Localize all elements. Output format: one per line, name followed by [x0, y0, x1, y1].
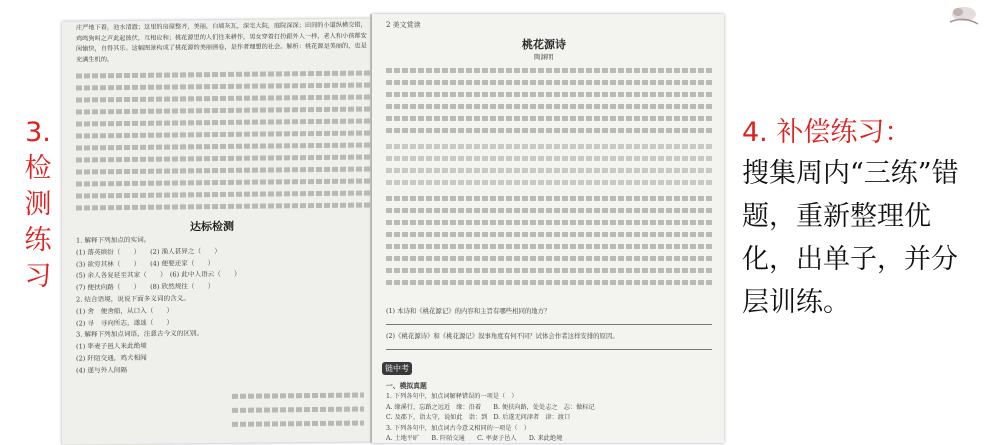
left-page-title: 达标检测	[190, 219, 234, 234]
poem-author: 陶渊明	[534, 53, 554, 61]
exam-question: 1. 下列各句中，加点词解释错误的一项是（ ）	[386, 393, 518, 400]
exercise-line: (2) 寻 寻向所志，遂迷（ ）	[76, 318, 174, 328]
exercise-line: (5) 余人各复延至其家（ ） (6) 此中人语云（ ）	[76, 270, 241, 280]
worksheet-page-left	[62, 18, 384, 444]
check-practice-label	[18, 115, 58, 295]
compensation-practice-title: 4. 补偿练习：	[742, 117, 912, 148]
label-char: 测	[24, 189, 52, 220]
exam-question: A. 缘溪行，忘路之远近 缘：沿着 B. 便扶向路，处处志之 志：做标记	[386, 403, 595, 411]
flower-decoration-icon	[946, 2, 982, 28]
exercise-line: 2. 结合语境，说说下面多义词的含义。	[76, 294, 190, 304]
exam-question: 3. 下列各句中，加点词古今意义相同的一项是（ ）	[386, 424, 530, 432]
exercise-line: 3. 解释下列加点词语，注意古今义的区别。	[76, 329, 204, 339]
poem-title: 桃花源诗	[522, 38, 566, 51]
exercise-line: (4) 遂与外人间隔	[76, 365, 127, 375]
exercise-line: (7) 便扶向路（ ） (8) 欣然规往（ ）	[76, 282, 215, 292]
reading-questions	[386, 304, 712, 350]
exercise-line: (1) 落英缤纷（ ） (2) 渔人甚异之（ ）	[76, 246, 221, 257]
subsection-title: 一、模拟真题	[386, 382, 427, 390]
exam-question: A. 土地平旷 B. 阡陌交通 C. 率妻子邑人 D. 来此绝境	[386, 435, 563, 442]
worksheet-page-right	[372, 14, 724, 443]
right-page-header: 2 美文赏读	[386, 21, 421, 29]
compensation-practice-body: 搜集周内“三练”错题，重新整理优化，出单子，并分层训练。	[742, 158, 959, 318]
left-page-upper-text: 庄严地下着，池水清澈；这里的房屋整齐，美丽，白墙灰瓦，深宅大院，庭院深深；田间的小道纵横交错，鸡鸣狗叫之声此起彼伏，互相应和；桃花源里的人们往来耕作，男女穿着打扮跟外人一样，老人和小孩都安闲愉快，自得其乐。这幅图景构成了桃花源的美丽画卷，是作者理想的社会。解析：桃花源是美丽的，也是充满生机的。	[76, 21, 367, 64]
label-char: 3.	[25, 117, 51, 148]
exercise-line: (3) 欲穷其林（ ） (4) 便要还家（ ）	[76, 258, 215, 269]
label-char: 检	[24, 153, 52, 184]
exam-question: C. 及郡下，诣太守，说如此 诣：到 D. 后遂无问津者 津：渡口	[386, 414, 571, 421]
reading-question: (1) 本诗和《桃花源记》的内容和主旨有哪些相同的地方？	[386, 307, 551, 315]
left-page-exercises	[76, 232, 372, 377]
exam-questions	[386, 392, 712, 443]
section-badge	[382, 362, 412, 375]
exercise-line: 1. 解释下列加点的实词。	[76, 235, 151, 245]
exercise-line: (2) 阡陌交通，鸡犬相闻	[76, 353, 147, 363]
label-char: 练	[24, 225, 52, 256]
exercise-line: (1) 舍 便舍船，从口入（ ）	[76, 306, 174, 316]
section-badge-label: 链中考	[385, 364, 409, 373]
reading-question: (2)《桃花源诗》和《桃花源记》叙事角度有何不同？试体会作者这样安排的原因。	[386, 332, 619, 340]
exercise-line: (1) 率妻子邑人来此绝境	[76, 341, 147, 351]
label-char: 习	[24, 261, 52, 292]
